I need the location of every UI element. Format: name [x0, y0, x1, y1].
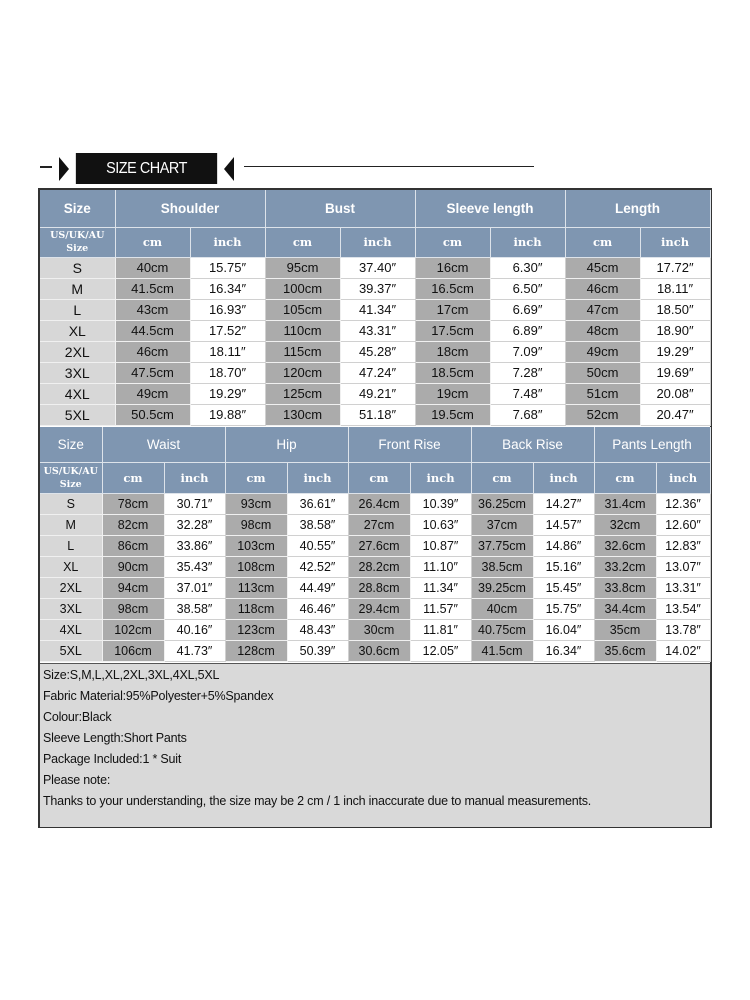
size-cell: M: [40, 278, 115, 299]
table-row: [40, 320, 710, 341]
cm-value-cell: 17.5cm: [415, 320, 490, 341]
cm-value-cell: 113cm: [225, 577, 287, 598]
cm-value-cell: 28.2cm: [348, 556, 410, 577]
inch-value-cell: 11.81″: [410, 619, 471, 640]
unit-header-inch: inch: [164, 462, 225, 493]
inch-value-cell: 14.02″: [656, 640, 710, 661]
cm-value-cell: 125cm: [265, 383, 340, 404]
cm-value-cell: 93cm: [225, 493, 287, 514]
table-row: [40, 341, 710, 362]
cm-value-cell: 40cm: [115, 257, 190, 278]
inch-value-cell: 6.89″: [490, 320, 565, 341]
inch-value-cell: 6.30″: [490, 257, 565, 278]
cm-value-cell: 30cm: [348, 619, 410, 640]
inch-value-cell: 7.28″: [490, 362, 565, 383]
cm-value-cell: 33.8cm: [594, 577, 656, 598]
cm-value-cell: 17cm: [415, 299, 490, 320]
unit-header-cm: cm: [225, 462, 287, 493]
inch-value-cell: 38.58″: [164, 598, 225, 619]
cm-value-cell: 115cm: [265, 341, 340, 362]
note-colour: Colour:Black: [43, 710, 112, 724]
cm-value-cell: 36.25cm: [471, 493, 533, 514]
cm-value-cell: 33.2cm: [594, 556, 656, 577]
cm-value-cell: 30.6cm: [348, 640, 410, 661]
cm-value-cell: 105cm: [265, 299, 340, 320]
inch-value-cell: 16.34″: [533, 640, 594, 661]
inch-value-cell: 38.58″: [287, 514, 348, 535]
cm-value-cell: 19cm: [415, 383, 490, 404]
top-size-table: [40, 190, 711, 426]
inch-value-cell: 12.36″: [656, 493, 710, 514]
inch-value-cell: 20.47″: [640, 404, 710, 425]
unit-header-inch: inch: [410, 462, 471, 493]
cm-value-cell: 98cm: [225, 514, 287, 535]
cm-value-cell: 98cm: [102, 598, 164, 619]
cm-value-cell: 37cm: [471, 514, 533, 535]
cm-value-cell: 82cm: [102, 514, 164, 535]
cm-value-cell: 27cm: [348, 514, 410, 535]
note-sleeve-length: Sleeve Length:Short Pants: [43, 731, 187, 745]
inch-value-cell: 13.78″: [656, 619, 710, 640]
unit-header-inch: inch: [656, 462, 710, 493]
inch-value-cell: 32.28″: [164, 514, 225, 535]
cm-value-cell: 32.6cm: [594, 535, 656, 556]
table-row: [40, 383, 710, 404]
group-header: Back Rise: [471, 427, 594, 462]
group-header: Front Rise: [348, 427, 471, 462]
inch-value-cell: 11.10″: [410, 556, 471, 577]
cm-value-cell: 43cm: [115, 299, 190, 320]
table-row: [40, 299, 710, 320]
inch-value-cell: 33.86″: [164, 535, 225, 556]
inch-value-cell: 37.01″: [164, 577, 225, 598]
unit-header-inch: inch: [640, 227, 710, 257]
inch-value-cell: 15.45″: [533, 577, 594, 598]
unit-header-cm: cm: [115, 227, 190, 257]
cm-value-cell: 95cm: [265, 257, 340, 278]
inch-value-cell: 13.31″: [656, 577, 710, 598]
cm-value-cell: 108cm: [225, 556, 287, 577]
cm-value-cell: 123cm: [225, 619, 287, 640]
inch-value-cell: 42.52″: [287, 556, 348, 577]
inch-value-cell: 49.21″: [340, 383, 415, 404]
product-notes: [40, 663, 710, 827]
table-row: [40, 514, 710, 535]
group-header: Pants Length: [594, 427, 710, 462]
cm-value-cell: 46cm: [565, 278, 640, 299]
inch-value-cell: 51.18″: [340, 404, 415, 425]
inch-value-cell: 6.69″: [490, 299, 565, 320]
inch-value-cell: 40.55″: [287, 535, 348, 556]
unit-header-inch: inch: [533, 462, 594, 493]
top-table-body: [40, 257, 710, 425]
size-cell: S: [40, 257, 115, 278]
size-cell: XL: [40, 556, 102, 577]
cm-value-cell: 48cm: [565, 320, 640, 341]
cm-value-cell: 35cm: [594, 619, 656, 640]
cm-value-cell: 45cm: [565, 257, 640, 278]
size-cell: 5XL: [40, 640, 102, 661]
cm-value-cell: 46cm: [115, 341, 190, 362]
cm-value-cell: 128cm: [225, 640, 287, 661]
inch-value-cell: 10.87″: [410, 535, 471, 556]
cm-value-cell: 31.4cm: [594, 493, 656, 514]
cm-value-cell: 16cm: [415, 257, 490, 278]
cm-value-cell: 44.5cm: [115, 320, 190, 341]
group-header: Hip: [225, 427, 348, 462]
unit-header-cm: cm: [415, 227, 490, 257]
inch-value-cell: 46.46″: [287, 598, 348, 619]
table-row: [40, 278, 710, 299]
size-cell: 5XL: [40, 404, 115, 425]
unit-header-cm: cm: [471, 462, 533, 493]
note-disclaimer: Thanks to your understanding, the size may be 2 cm / 1 inch inaccurate due to manual measurements.: [43, 794, 592, 808]
group-header: Bust: [265, 190, 415, 227]
cm-value-cell: 94cm: [102, 577, 164, 598]
cm-value-cell: 52cm: [565, 404, 640, 425]
note-fabric-material: Fabric Material:95%Polyester+5%Spandex: [43, 689, 274, 703]
size-cell: 3XL: [40, 362, 115, 383]
cm-value-cell: 32cm: [594, 514, 656, 535]
size-cell: M: [40, 514, 102, 535]
inch-value-cell: 13.54″: [656, 598, 710, 619]
cm-value-cell: 27.6cm: [348, 535, 410, 556]
size-cell: 4XL: [40, 619, 102, 640]
cm-value-cell: 110cm: [265, 320, 340, 341]
inch-value-cell: 17.52″: [190, 320, 265, 341]
size-cell: L: [40, 299, 115, 320]
size-chart-title: SIZE CHART: [76, 153, 217, 184]
inch-value-cell: 10.39″: [410, 493, 471, 514]
inch-value-cell: 20.08″: [640, 383, 710, 404]
inch-value-cell: 40.16″: [164, 619, 225, 640]
table-row: [40, 535, 710, 556]
cm-value-cell: 26.4cm: [348, 493, 410, 514]
inch-value-cell: 50.39″: [287, 640, 348, 661]
inch-value-cell: 19.88″: [190, 404, 265, 425]
inch-value-cell: 36.61″: [287, 493, 348, 514]
cm-value-cell: 37.75cm: [471, 535, 533, 556]
bottom-size-table: [40, 427, 711, 662]
inch-value-cell: 14.86″: [533, 535, 594, 556]
unit-header-cm: cm: [565, 227, 640, 257]
inch-value-cell: 19.29″: [640, 341, 710, 362]
inch-value-cell: 10.63″: [410, 514, 471, 535]
inch-value-cell: 12.05″: [410, 640, 471, 661]
table-row: [40, 619, 710, 640]
inch-value-cell: 7.09″: [490, 341, 565, 362]
inch-value-cell: 14.57″: [533, 514, 594, 535]
table-row: [40, 640, 710, 661]
inch-value-cell: 15.75″: [533, 598, 594, 619]
inch-value-cell: 45.28″: [340, 341, 415, 362]
inch-value-cell: 16.34″: [190, 278, 265, 299]
inch-value-cell: 17.72″: [640, 257, 710, 278]
cm-value-cell: 49cm: [115, 383, 190, 404]
cm-value-cell: 103cm: [225, 535, 287, 556]
group-header: Sleeve length: [415, 190, 565, 227]
inch-value-cell: 18.90″: [640, 320, 710, 341]
inch-value-cell: 18.50″: [640, 299, 710, 320]
size-cell: 2XL: [40, 577, 102, 598]
unit-header-inch: inch: [287, 462, 348, 493]
cm-value-cell: 16.5cm: [415, 278, 490, 299]
inch-value-cell: 18.11″: [190, 341, 265, 362]
table-row: [40, 556, 710, 577]
inch-value-cell: 47.24″: [340, 362, 415, 383]
unit-header-inch: inch: [190, 227, 265, 257]
cm-value-cell: 41.5cm: [471, 640, 533, 661]
cm-value-cell: 50.5cm: [115, 404, 190, 425]
inch-value-cell: 12.83″: [656, 535, 710, 556]
cm-value-cell: 28.8cm: [348, 577, 410, 598]
unit-header-cm: cm: [348, 462, 410, 493]
unit-header-cm: cm: [265, 227, 340, 257]
size-cell: L: [40, 535, 102, 556]
inch-value-cell: 16.93″: [190, 299, 265, 320]
cm-value-cell: 106cm: [102, 640, 164, 661]
table-row: [40, 404, 710, 425]
inch-value-cell: 30.71″: [164, 493, 225, 514]
cm-value-cell: 100cm: [265, 278, 340, 299]
inch-value-cell: 11.34″: [410, 577, 471, 598]
cm-value-cell: 50cm: [565, 362, 640, 383]
inch-value-cell: 14.27″: [533, 493, 594, 514]
size-chart-frame: [38, 188, 712, 828]
unit-header-cm: cm: [102, 462, 164, 493]
cm-value-cell: 47.5cm: [115, 362, 190, 383]
header-ribbon: [59, 153, 234, 185]
size-region-label: US/UK/AU Size: [40, 227, 115, 257]
cm-value-cell: 130cm: [265, 404, 340, 425]
inch-value-cell: 48.43″: [287, 619, 348, 640]
table-row: [40, 598, 710, 619]
cm-value-cell: 49cm: [565, 341, 640, 362]
cm-value-cell: 47cm: [565, 299, 640, 320]
unit-header-inch: inch: [490, 227, 565, 257]
note-size-list: Size:S,M,L,XL,2XL,3XL,4XL,5XL: [43, 668, 220, 682]
cm-value-cell: 29.4cm: [348, 598, 410, 619]
group-header: Length: [565, 190, 710, 227]
unit-header-inch: inch: [340, 227, 415, 257]
cm-value-cell: 18.5cm: [415, 362, 490, 383]
inch-value-cell: 11.57″: [410, 598, 471, 619]
header-divider: [244, 166, 534, 167]
inch-value-cell: 18.70″: [190, 362, 265, 383]
table-row: [40, 257, 710, 278]
size-cell: 4XL: [40, 383, 115, 404]
group-header: Waist: [102, 427, 225, 462]
cm-value-cell: 90cm: [102, 556, 164, 577]
inch-value-cell: 37.40″: [340, 257, 415, 278]
cm-value-cell: 34.4cm: [594, 598, 656, 619]
cm-value-cell: 39.25cm: [471, 577, 533, 598]
size-cell: 2XL: [40, 341, 115, 362]
inch-value-cell: 35.43″: [164, 556, 225, 577]
inch-value-cell: 13.07″: [656, 556, 710, 577]
inch-value-cell: 41.34″: [340, 299, 415, 320]
cm-value-cell: 118cm: [225, 598, 287, 619]
inch-value-cell: 18.11″: [640, 278, 710, 299]
inch-value-cell: 6.50″: [490, 278, 565, 299]
inch-value-cell: 19.69″: [640, 362, 710, 383]
cm-value-cell: 51cm: [565, 383, 640, 404]
size-column-header: Size: [40, 190, 115, 227]
cm-value-cell: 86cm: [102, 535, 164, 556]
note-please-note: Please note:: [43, 773, 111, 787]
size-cell: S: [40, 493, 102, 514]
size-region-label: US/UK/AU Size: [40, 462, 102, 493]
bottom-table-body: [40, 493, 710, 661]
cm-value-cell: 78cm: [102, 493, 164, 514]
cm-value-cell: 18cm: [415, 341, 490, 362]
cm-value-cell: 35.6cm: [594, 640, 656, 661]
header-dash: [40, 166, 52, 168]
cm-value-cell: 19.5cm: [415, 404, 490, 425]
inch-value-cell: 15.16″: [533, 556, 594, 577]
group-header: Shoulder: [115, 190, 265, 227]
unit-header-cm: cm: [594, 462, 656, 493]
table-row: [40, 493, 710, 514]
cm-value-cell: 40cm: [471, 598, 533, 619]
note-package: Package Included:1 * Suit: [43, 752, 182, 766]
inch-value-cell: 43.31″: [340, 320, 415, 341]
cm-value-cell: 102cm: [102, 619, 164, 640]
inch-value-cell: 39.37″: [340, 278, 415, 299]
inch-value-cell: 7.68″: [490, 404, 565, 425]
cm-value-cell: 41.5cm: [115, 278, 190, 299]
cm-value-cell: 120cm: [265, 362, 340, 383]
cm-value-cell: 38.5cm: [471, 556, 533, 577]
table-row: [40, 577, 710, 598]
inch-value-cell: 7.48″: [490, 383, 565, 404]
size-column-header: Size: [40, 427, 102, 462]
table-row: [40, 362, 710, 383]
inch-value-cell: 16.04″: [533, 619, 594, 640]
inch-value-cell: 12.60″: [656, 514, 710, 535]
inch-value-cell: 19.29″: [190, 383, 265, 404]
size-cell: XL: [40, 320, 115, 341]
inch-value-cell: 41.73″: [164, 640, 225, 661]
cm-value-cell: 40.75cm: [471, 619, 533, 640]
inch-value-cell: 15.75″: [190, 257, 265, 278]
inch-value-cell: 44.49″: [287, 577, 348, 598]
size-cell: 3XL: [40, 598, 102, 619]
